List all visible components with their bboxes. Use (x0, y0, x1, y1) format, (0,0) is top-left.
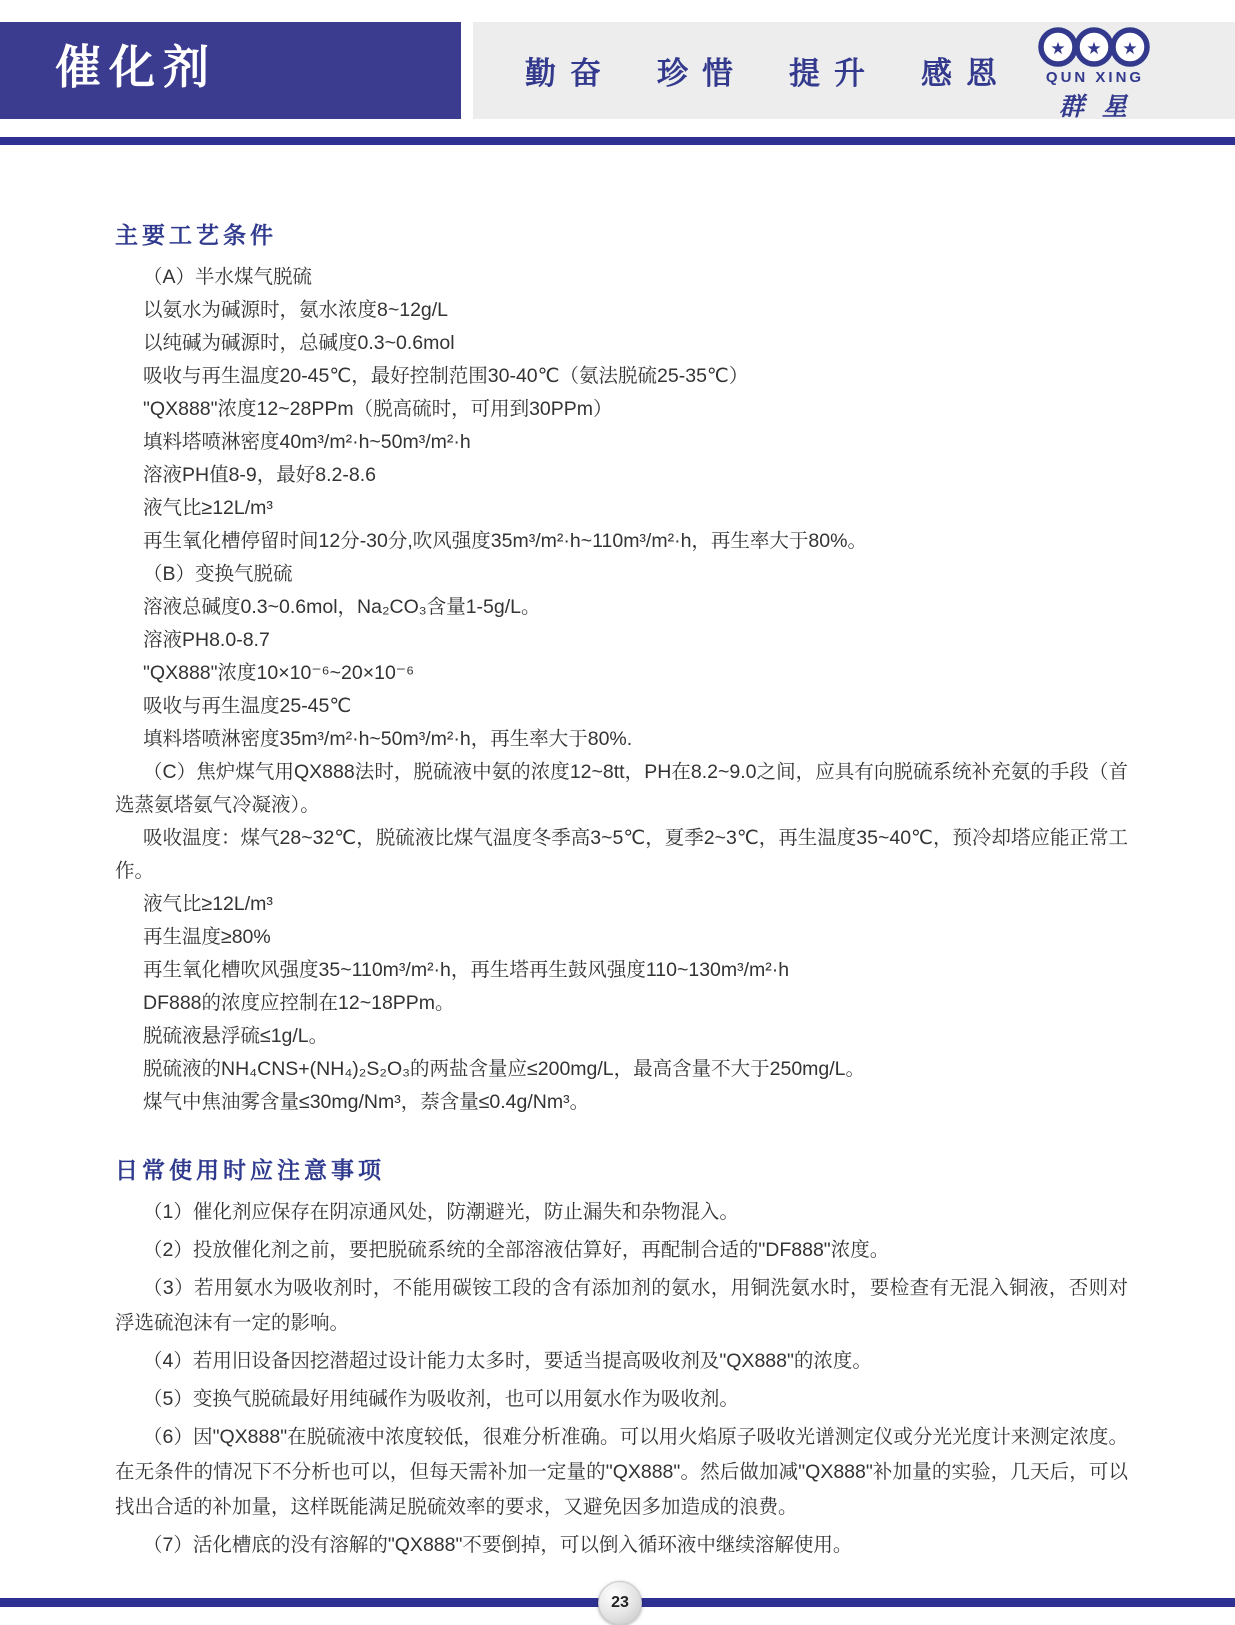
logo-latin-text: QUN XING (1045, 69, 1145, 86)
section-daily-use-notes (115, 1195, 1128, 1563)
body-paragraph: （C）焦炉煤气用QX888法时，脱硫液中氨的浓度12~8tt，PH在8.2~9.0之间，应具有向脱硫系统补充氨的手段（首选蒸氨塔氨气冷凝液）。 (115, 760, 1128, 816)
slogan (525, 48, 1011, 93)
logo-rings-icon (1036, 24, 1154, 72)
body-paragraph: （4）若用旧设备因挖潜超过设计能力太多时，要适当提高吸收剂及"QX888"的浓度。 (143, 1350, 872, 1373)
page-title: 催化剂 (55, 41, 217, 93)
star-icon: ★ (1086, 39, 1102, 58)
body-paragraph: 脱硫液悬浮硫≤1g/L。 (143, 1024, 329, 1047)
slogan-word: 珍惜 (657, 56, 747, 91)
body-paragraph: 填料塔喷淋密度35m³/m²·h~50m³/m²·h，再生率大于80%. (143, 727, 633, 750)
body-paragraph: 吸收温度：煤气28~32℃，脱硫液比煤气温度冬季高3~5℃，夏季2~3℃，再生温度35~40℃，预冷却塔应能正常工作。 (115, 826, 1128, 882)
body-paragraph: （5）变换气脱硫最好用纯碱作为吸收剂，也可以用氨水作为吸收剂。 (143, 1388, 739, 1411)
body-paragraph: 溶液PH8.0-8.7 (143, 628, 270, 651)
body-paragraph: 以氨水为碱源时，氨水浓度8~12g/L (143, 298, 449, 321)
star-icon: ★ (1122, 39, 1138, 58)
body-paragraph: "QX888"浓度12~28PPm（脱高硫时，可用到30PPm） (143, 397, 613, 420)
header-divider (0, 137, 1235, 145)
body-paragraph: 脱硫液的NH₄CNS+(NH₄)₂S₂O₃的两盐含量应≤200mg/L，最高含量不大于250mg/L。 (143, 1057, 866, 1080)
body-paragraph: "QX888"浓度10×10⁻⁶~20×10⁻⁶ (143, 661, 415, 684)
body-paragraph: 溶液PH值8-9，最好8.2-8.6 (143, 463, 376, 486)
body-paragraph: DF888的浓度应控制在12~18PPm。 (143, 991, 455, 1014)
body-paragraph: 液气比≥12L/m³ (143, 892, 273, 915)
section-heading-process-conditions: 主要工艺条件 (115, 222, 277, 248)
section-heading-daily-use-notes: 日常使用时应注意事项 (115, 1156, 385, 1183)
page-number-badge: 23 (598, 1581, 642, 1625)
body-paragraph: 填料塔喷淋密度40m³/m²·h~50m³/m²·h (143, 430, 471, 453)
body-paragraph: 再生氧化槽停留时间12分-30分,吹风强度35m³/m²·h~110m³/m²·h，再生率大于80%。 (143, 529, 867, 552)
body-paragraph: （1）催化剂应保存在阴凉通风处，防潮避光，防止漏失和杂物混入。 (143, 1201, 739, 1224)
body-paragraph: （2）投放催化剂之前，要把脱硫系统的全部溶液估算好，再配制合适的"DF888"浓度。 (143, 1239, 890, 1262)
body-paragraph: 再生氧化槽吹风强度35~110m³/m²·h，再生塔再生鼓风强度110~130m³/m²·h (143, 958, 790, 981)
body-paragraph: （6）因"QX888"在脱硫液中浓度较低，很难分析准确。可以用火焰原子吸收光谱测定仪或分光光度计来测定浓度。在无条件的情况下不分析也可以，但每天需补加一定量的"QX888"。然后做加减"QX888"补加量的实验，几天后，可以找出合适的补加量，这样既能满足脱硫效率的要求，又避免因多加造成的浪费。 (115, 1426, 1128, 1519)
body-paragraph: 吸收与再生温度25-45℃ (143, 694, 352, 717)
body-paragraph: 煤气中焦油雾含量≤30mg/Nm³，萘含量≤0.4g/Nm³。 (143, 1090, 590, 1113)
slogan-word: 感恩 (921, 56, 1011, 91)
body-paragraph: （B）变换气脱硫 (143, 562, 293, 585)
body-paragraph: （A）半水煤气脱硫 (143, 265, 313, 288)
header-slogan-band (473, 22, 1235, 119)
qunxing-logo (1025, 24, 1165, 123)
header-banner (0, 22, 461, 119)
body-paragraph: 再生温度≥80% (143, 925, 271, 948)
body-paragraph: 溶液总碱度0.3~0.6mol，Na₂CO₃含量1-5g/L。 (143, 595, 541, 618)
logo-chinese-text: 群星 (1058, 94, 1145, 121)
document-body (115, 222, 1128, 1566)
section-process-conditions (115, 261, 1128, 1119)
slogan-word: 提升 (789, 56, 879, 91)
slogan-word: 勤奋 (525, 56, 615, 91)
star-icon: ★ (1050, 39, 1066, 58)
body-paragraph: （7）活化槽底的没有溶解的"QX888"不要倒掉，可以倒入循环液中继续溶解使用。 (143, 1534, 853, 1557)
body-paragraph: （3）若用氨水为吸收剂时，不能用碳铵工段的含有添加剂的氨水，用铜洗氨水时，要检查有无混入铜液，否则对浮选硫泡沫有一定的影响。 (115, 1277, 1128, 1335)
body-paragraph: 以纯碱为碱源时，总碱度0.3~0.6mol (143, 331, 455, 354)
body-paragraph: 吸收与再生温度20-45℃，最好控制范围30-40℃（氨法脱硫25-35℃） (143, 364, 749, 387)
body-paragraph: 液气比≥12L/m³ (143, 496, 273, 519)
